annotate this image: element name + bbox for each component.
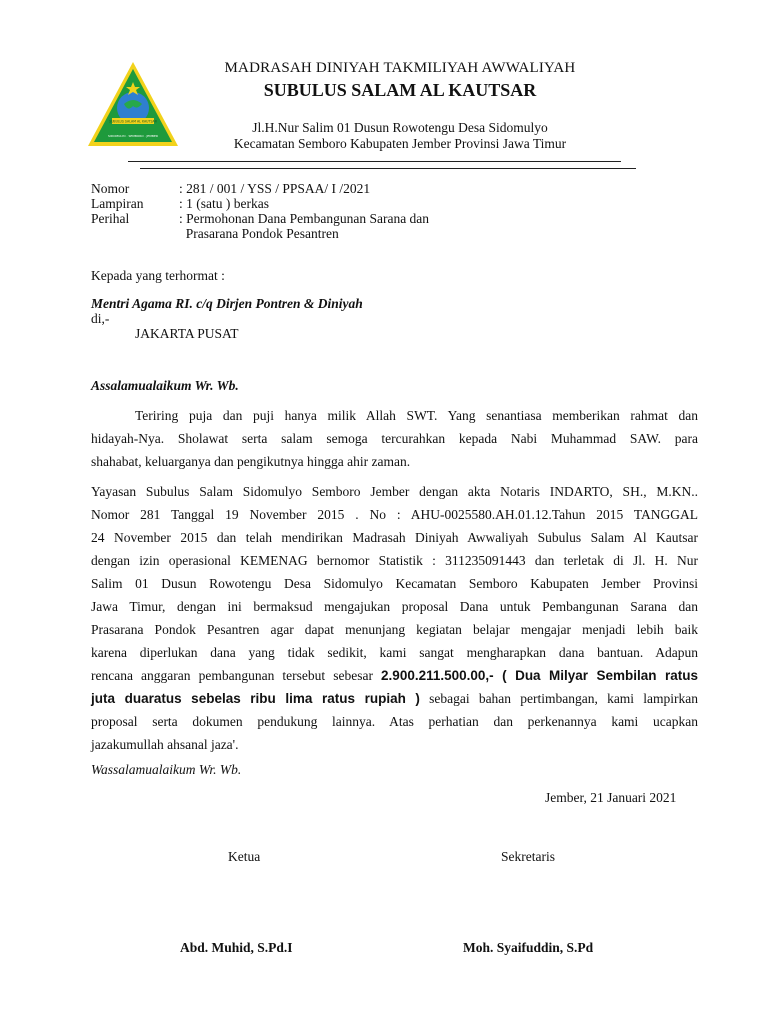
address-line2: Kecamatan Semboro Kabupaten Jember Provinsi Jawa Timur bbox=[233, 136, 567, 151]
header-divider-2 bbox=[140, 168, 636, 169]
signature-right-title: Sekretaris bbox=[501, 849, 555, 864]
signature-left-name: Abd. Muhid, S.Pd.I bbox=[180, 940, 293, 955]
budget-line: rencana anggaran pembangunan tersebut sebesar 2.900.211.500.00,- ( Dua Milyar Sembilan ratus bbox=[91, 668, 698, 683]
salutation: Assalamualaikum Wr. Wb. bbox=[91, 378, 239, 393]
paragraph-body: Yayasan Subulus Salam Sidomulyo Semboro Jember dengan akta Notaris INDARTO, SH., M.KN.. Nomor 281 Tanggal 19 November 2015 . No : AHU-0025580.AH.01.12.Tahun 2015 TANGGAL 24 November 2015 dan telah mendirikan Madrasah Diniyah Awwaliyah Subulus Salam Al Kautsar dengan izin operasional KEMENAG bernomor Statistik : 311235091443 dan terletak di Jl. H. Nur Salim 01 Dusun Rowotengu Desa Sidomulyo Kecamatan Semboro Kabupaten Jember Provinsi Jawa Timur, dengan ini bermaksud mengajukan proposal Dana untuk Pembangunan Sarana dan Prasarana Pondok Pesantren agar dapat menunjang kegiatan belajar mengajar menjadi lebih baik karena diperlukan dana yang tidak sedikit, kami sangat mengharapkan dana bantuan. Adapun rencana anggaran pembangunan tersebut sebesar 2.900.211.500.00,- ( Dua Milyar Sembilan ratus juta duaratus sebelas ribu lima ratus rupiah ) sebagai bahan pertimbangan, kami lampirkan proposal serta dokumen pendukung lainnya. Atas perhatian dan perkenannya kami ucapkan jazakumullah ahsanal jaza'. bbox=[91, 484, 699, 752]
recipient-di: di,- bbox=[91, 311, 110, 326]
recipient-city: JAKARTA PUSAT bbox=[135, 326, 239, 341]
recipient-name: Mentri Agama RI. c/q Dirjen Pontren & Diniyah bbox=[91, 296, 363, 311]
org-name-line1: MADRASAH DINIYAH TAKMILIYAH AWWALIYAH bbox=[224, 60, 576, 76]
budget-amount: 2.900.211.500.00,- ( Dua Milyar Sembilan ratus bbox=[381, 668, 698, 683]
signature-left-title: Ketua bbox=[228, 849, 261, 864]
address-line1: Jl.H.Nur Salim 01 Dusun Rowotengu Desa Sidomulyo bbox=[252, 120, 548, 135]
header-divider bbox=[128, 161, 621, 162]
budget-amount-words: juta duaratus sebelas ribu lima ratus rupiah ) bbox=[91, 691, 420, 706]
closing-salutation: Wassalamualaikum Wr. Wb. bbox=[91, 762, 242, 777]
signature-right-name: Moh. Syaifuddin, S.Pd bbox=[463, 940, 594, 955]
org-name-line2: SUBULUS SALAM AL KAUTSAR bbox=[263, 80, 537, 100]
budget-line-2: juta duaratus sebelas ribu lima ratus rupiah ) sebagai bahan pertimbangan, kami lampirkan bbox=[91, 691, 699, 706]
recipient-greeting: Kepada yang terhormat : bbox=[91, 268, 225, 283]
logo-bottom-text: SIDOMULYO · SEMBORO · JEMBER bbox=[108, 134, 158, 138]
logo-banner-text: SUBULUS SALAM AL KAUTSAR bbox=[109, 119, 157, 124]
place-date: Jember, 21 Januari 2021 bbox=[545, 790, 677, 805]
paragraph-opening: Teriring puja dan puji hanya milik Allah SWT. Yang senantiasa memberikan rahmat dan hidayah-Nya. Sholawat serta salam semoga tercurahkan kepada Nabi Muhammad SAW. para shahabat, keluarganya dan pengikutnya hingga ahir zaman. bbox=[91, 408, 698, 469]
